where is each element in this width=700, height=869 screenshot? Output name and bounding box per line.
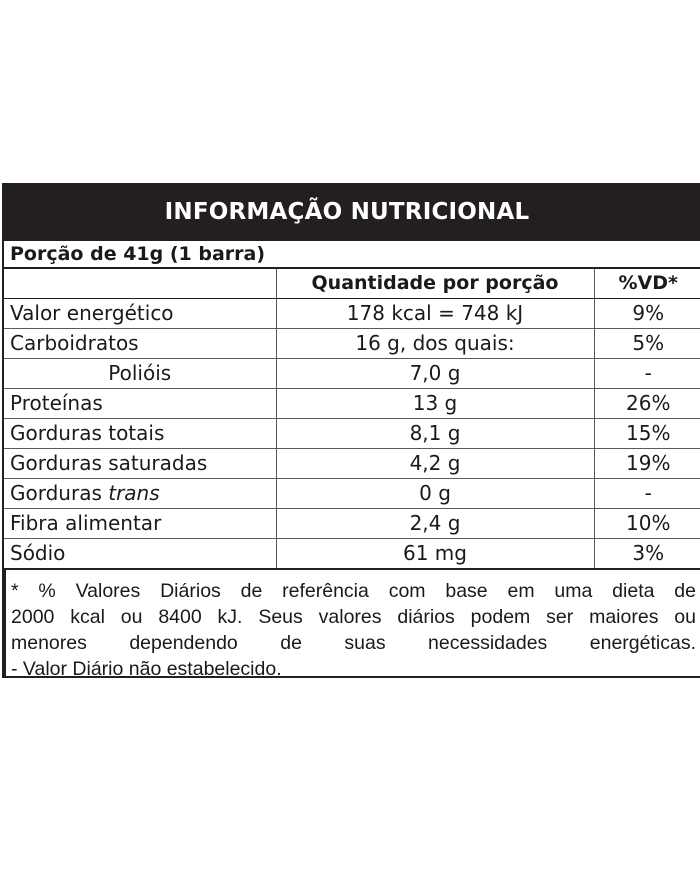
nutrient-daily-value: 5% [594,329,700,359]
nutrient-amount: 4,2 g [276,449,594,479]
table-row [4,449,700,479]
nutrient-name-text: Sódio [10,541,66,565]
table-row [4,479,700,509]
nutrient-name [4,299,276,329]
nutrient-name [4,539,276,570]
nutrient-daily-value: 3% [594,539,700,570]
table-row [4,299,700,329]
nutrition-table-frame [2,241,700,678]
footnote-line: menores dependendo de suas necessidades energéticas. [11,632,696,654]
table-header-row [4,269,700,299]
nutrition-table [4,269,700,570]
portion-size: Porção de 41g (1 barra) [4,241,700,269]
nutrient-name-text: Polióis [108,361,172,385]
nutrient-name-text: Gorduras saturadas [10,451,208,475]
table-row [4,359,700,389]
nutrient-name-italic: trans [108,481,160,505]
table-row [4,539,700,570]
nutrient-name-text: Proteínas [10,391,103,415]
footnote-line: 2000 kcal ou 8400 kJ. Seus valores diários podem ser maiores ou [11,606,696,628]
nutrient-daily-value: 15% [594,419,700,449]
nutrient-name-text: Valor energético [10,301,174,325]
nutrient-name-text: Fibra alimentar [10,511,162,535]
header-amount: Quantidade por porção [276,269,594,299]
nutrient-amount: 61 mg [276,539,594,570]
nutrient-name [4,509,276,539]
nutrient-daily-value: - [594,359,700,389]
nutrient-amount: 2,4 g [276,509,594,539]
nutrient-daily-value: - [594,479,700,509]
nutrient-name [4,419,276,449]
table-row [4,329,700,359]
footnote [4,570,700,678]
nutrient-name [4,329,276,359]
nutrient-name [4,449,276,479]
nutrient-name-text: Carboidratos [10,331,139,355]
nutrient-name [4,359,276,389]
nutrition-facts-label [2,183,700,678]
nutrient-daily-value: 26% [594,389,700,419]
nutrient-daily-value: 9% [594,299,700,329]
nutrient-name [4,479,276,509]
nutrient-amount: 0 g [276,479,594,509]
footnote-line: - Valor Diário não estabelecido. [11,658,282,680]
nutrient-amount: 178 kcal = 748 kJ [276,299,594,329]
table-row [4,419,700,449]
nutrient-daily-value: 19% [594,449,700,479]
nutrient-daily-value: 10% [594,509,700,539]
nutrient-amount: 8,1 g [276,419,594,449]
nutrient-amount: 13 g [276,389,594,419]
table-row [4,509,700,539]
nutrient-name-text: Gorduras [10,481,109,505]
table-row [4,389,700,419]
header-nutrient [4,269,276,299]
nutrient-amount: 16 g, dos quais: [276,329,594,359]
header-daily-value: %VD* [594,269,700,299]
nutrient-name [4,389,276,419]
footnote-line: * % Valores Diários de referência com base em uma dieta de [11,580,696,602]
label-title: INFORMAÇÃO NUTRICIONAL [2,183,700,241]
nutrient-name-text: Gorduras totais [10,421,165,445]
nutrient-amount: 7,0 g [276,359,594,389]
